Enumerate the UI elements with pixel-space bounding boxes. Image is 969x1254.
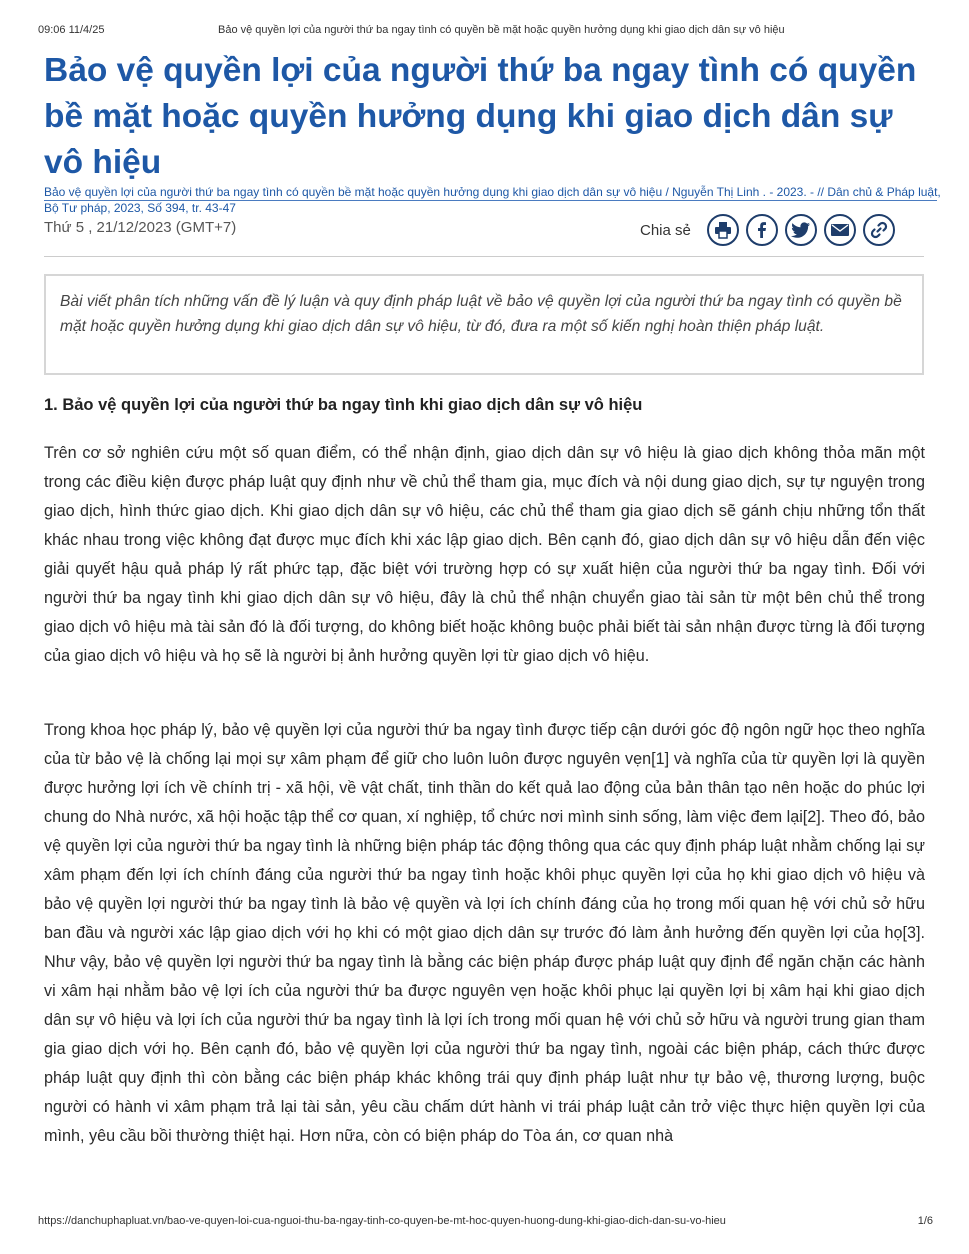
body-paragraph-2: Trong khoa học pháp lý, bảo vệ quyền lợi của người thứ ba ngay tình được tiếp cận dưới góc độ ngôn ngữ học theo nghĩa của từ bảo vệ là chống lại mọi sự xâm phạm để giữ cho luôn luôn được nguyên vẹn[1] và nghĩa của từ quyền lợi là quyền được hưởng lợi ích về chính trị - xã hội, về vật chất, tinh thần do kết quả lao động của bản thân tạo nên hoặc do phúc lợi chung do Nhà nước, xã hội hoặc tập thể cơ quan, xí nghiệp, tổ chức nơi mình sinh sống, làm việc đem lại[2]. Theo đó, bảo vệ quyền lợi của người thứ ba ngay tình là những biện pháp tác động thông qua các quy định pháp luật nhằm chống lại sự xâm phạm đến lợi ích chính đáng của người thứ ba ngay tình hoặc khôi phục quyền lợi của họ khi giao dịch vô hiệu và bảo vệ quyền lợi người thứ ba ngay tình là bảo vệ quyền và lợi ích chính đáng của họ trong mối quan hệ với chủ sở hữu ban đầu và người xác lập giao dịch với họ khi có một giao dịch dân sự trước đó làm ảnh hưởng đến quyền lợi của họ[3]. Như vậy, bảo vệ quyền lợi người thứ ba ngay tình là bằng các biện pháp được pháp luật quy định để ngăn chặn các hành vi xâm hại nhằm bảo vệ lợi ích của người thứ ba được nguyên vẹn hoặc khôi phục lại quyền lợi bị xâm hại khi giao dịch dân sự vô hiệu và lợi ích của người thứ ba ngay tình là lợi ích trong mối quan hệ với chủ sở hữu và người trung gian tham gia giao dịch với họ. Bên cạnh đó, bảo vệ quyền lợi của người thứ ba ngay tình, ngoài các biện pháp, cách thức được pháp luật quy định thì còn bằng các biện pháp khác không trái quy định pháp luật như tự bảo vệ, thương lượng, buộc người có hành vi xâm phạm trả lại tài sản, yêu cầu chấm dứt hành vi trái pháp luật cản trở việc thực hiện quyền lợi của mình, yêu cầu bồi thường thiệt hại. Hơn nữa, còn có biện pháp do Tòa án, cơ quan nhà bbox=[44, 721, 925, 1145]
print-datetime: 09:06 11/4/25 bbox=[38, 24, 105, 36]
article-citation-link[interactable]: Bảo vệ quyền lợi của người thứ ba ngay tình có quyền bề mặt hoặc quyền hưởng dụng khi giao dịch dân sự vô hiệu / Nguyễn Thị Linh . - 2023. - // Dân chủ & Pháp luật, Bộ Tư pháp, 2023, Số 394, tr. 43-47 bbox=[44, 185, 941, 215]
print-button[interactable] bbox=[707, 214, 739, 246]
twitter-share-button[interactable] bbox=[785, 214, 817, 246]
page-number: 1/6 bbox=[917, 1215, 933, 1227]
article-abstract: Bài viết phân tích những vấn đề lý luận và quy định pháp luật về bảo vệ quyền lợi của người thứ ba ngay tình có quyền bề mặt hoặc quyền hưởng dụng khi giao dịch dân sự vô hiệu, từ đó, đưa ra một số kiến nghị hoàn thiện pháp luật. bbox=[44, 274, 924, 375]
email-share-button[interactable] bbox=[824, 214, 856, 246]
link-icon bbox=[869, 220, 889, 240]
print-url: https://danchuphapluat.vn/bao-ve-quyen-loi-cua-nguoi-thu-ba-ngay-tinh-co-quyen-be-mt-hoc-quyen-huong-dung-khi-giao-dich-dan-su-vo-hieu bbox=[38, 1215, 726, 1227]
article-date: Thứ 5 , 21/12/2023 (GMT+7) bbox=[44, 219, 237, 236]
article-title: Bảo vệ quyền lợi của người thứ ba ngay tình có quyền bề mặt hoặc quyền hưởng dụng khi giao dịch dân sự vô hiệu bbox=[44, 52, 917, 181]
email-icon bbox=[830, 221, 850, 239]
twitter-icon bbox=[791, 221, 811, 239]
header-divider bbox=[44, 256, 924, 257]
print-page-title: Bảo vệ quyền lợi của người thứ ba ngay tình có quyền bề mặt hoặc quyền hưởng dụng khi giao dịch dân sự vô hiệu bbox=[218, 24, 785, 36]
facebook-share-button[interactable] bbox=[746, 214, 778, 246]
share-bar bbox=[640, 213, 902, 247]
facebook-icon bbox=[753, 221, 771, 239]
print-icon bbox=[714, 221, 732, 239]
body-paragraph-1: Trên cơ sở nghiên cứu một số quan điểm, có thể nhận định, giao dịch dân sự vô hiệu là giao dịch không thỏa mãn một trong các điều kiện được pháp luật quy định như về chủ thể tham gia, mục đích và nội dung giao dịch, sự tự nguyện trong giao dịch, hình thức giao dịch. Khi giao dịch dân sự vô hiệu, các chủ thể tham gia giao dịch sẽ gánh chịu những tổn thất khác nhau trong việc không đạt được mục đích khi xác lập giao dịch. Bên cạnh đó, giao dịch dân sự vô hiệu dẫn đến việc giải quyết hậu quả pháp lý rất phức tạp, đặc biệt với trường hợp có sự xuất hiện của người thứ ba ngay tình. Đối với người thứ ba ngay tình khi giao dịch dân sự vô hiệu, đây là chủ thể nhận chuyển giao tài sản từ một bên chủ thể trong giao dịch vô hiệu mà tài sản đó là đối tượng, do không biết hoặc không buộc phải biết tài sản nhận được từng là đối tượng của giao dịch vô hiệu và họ sẽ là người bị ảnh hưởng quyền lợi từ giao dịch vô hiệu. bbox=[44, 444, 925, 665]
share-label: Chia sẻ bbox=[640, 221, 691, 239]
copy-link-button[interactable] bbox=[863, 214, 895, 246]
citation-divider bbox=[44, 200, 937, 201]
section-heading: 1. Bảo vệ quyền lợi của người thứ ba ngay tình khi giao dịch dân sự vô hiệu bbox=[44, 396, 643, 414]
